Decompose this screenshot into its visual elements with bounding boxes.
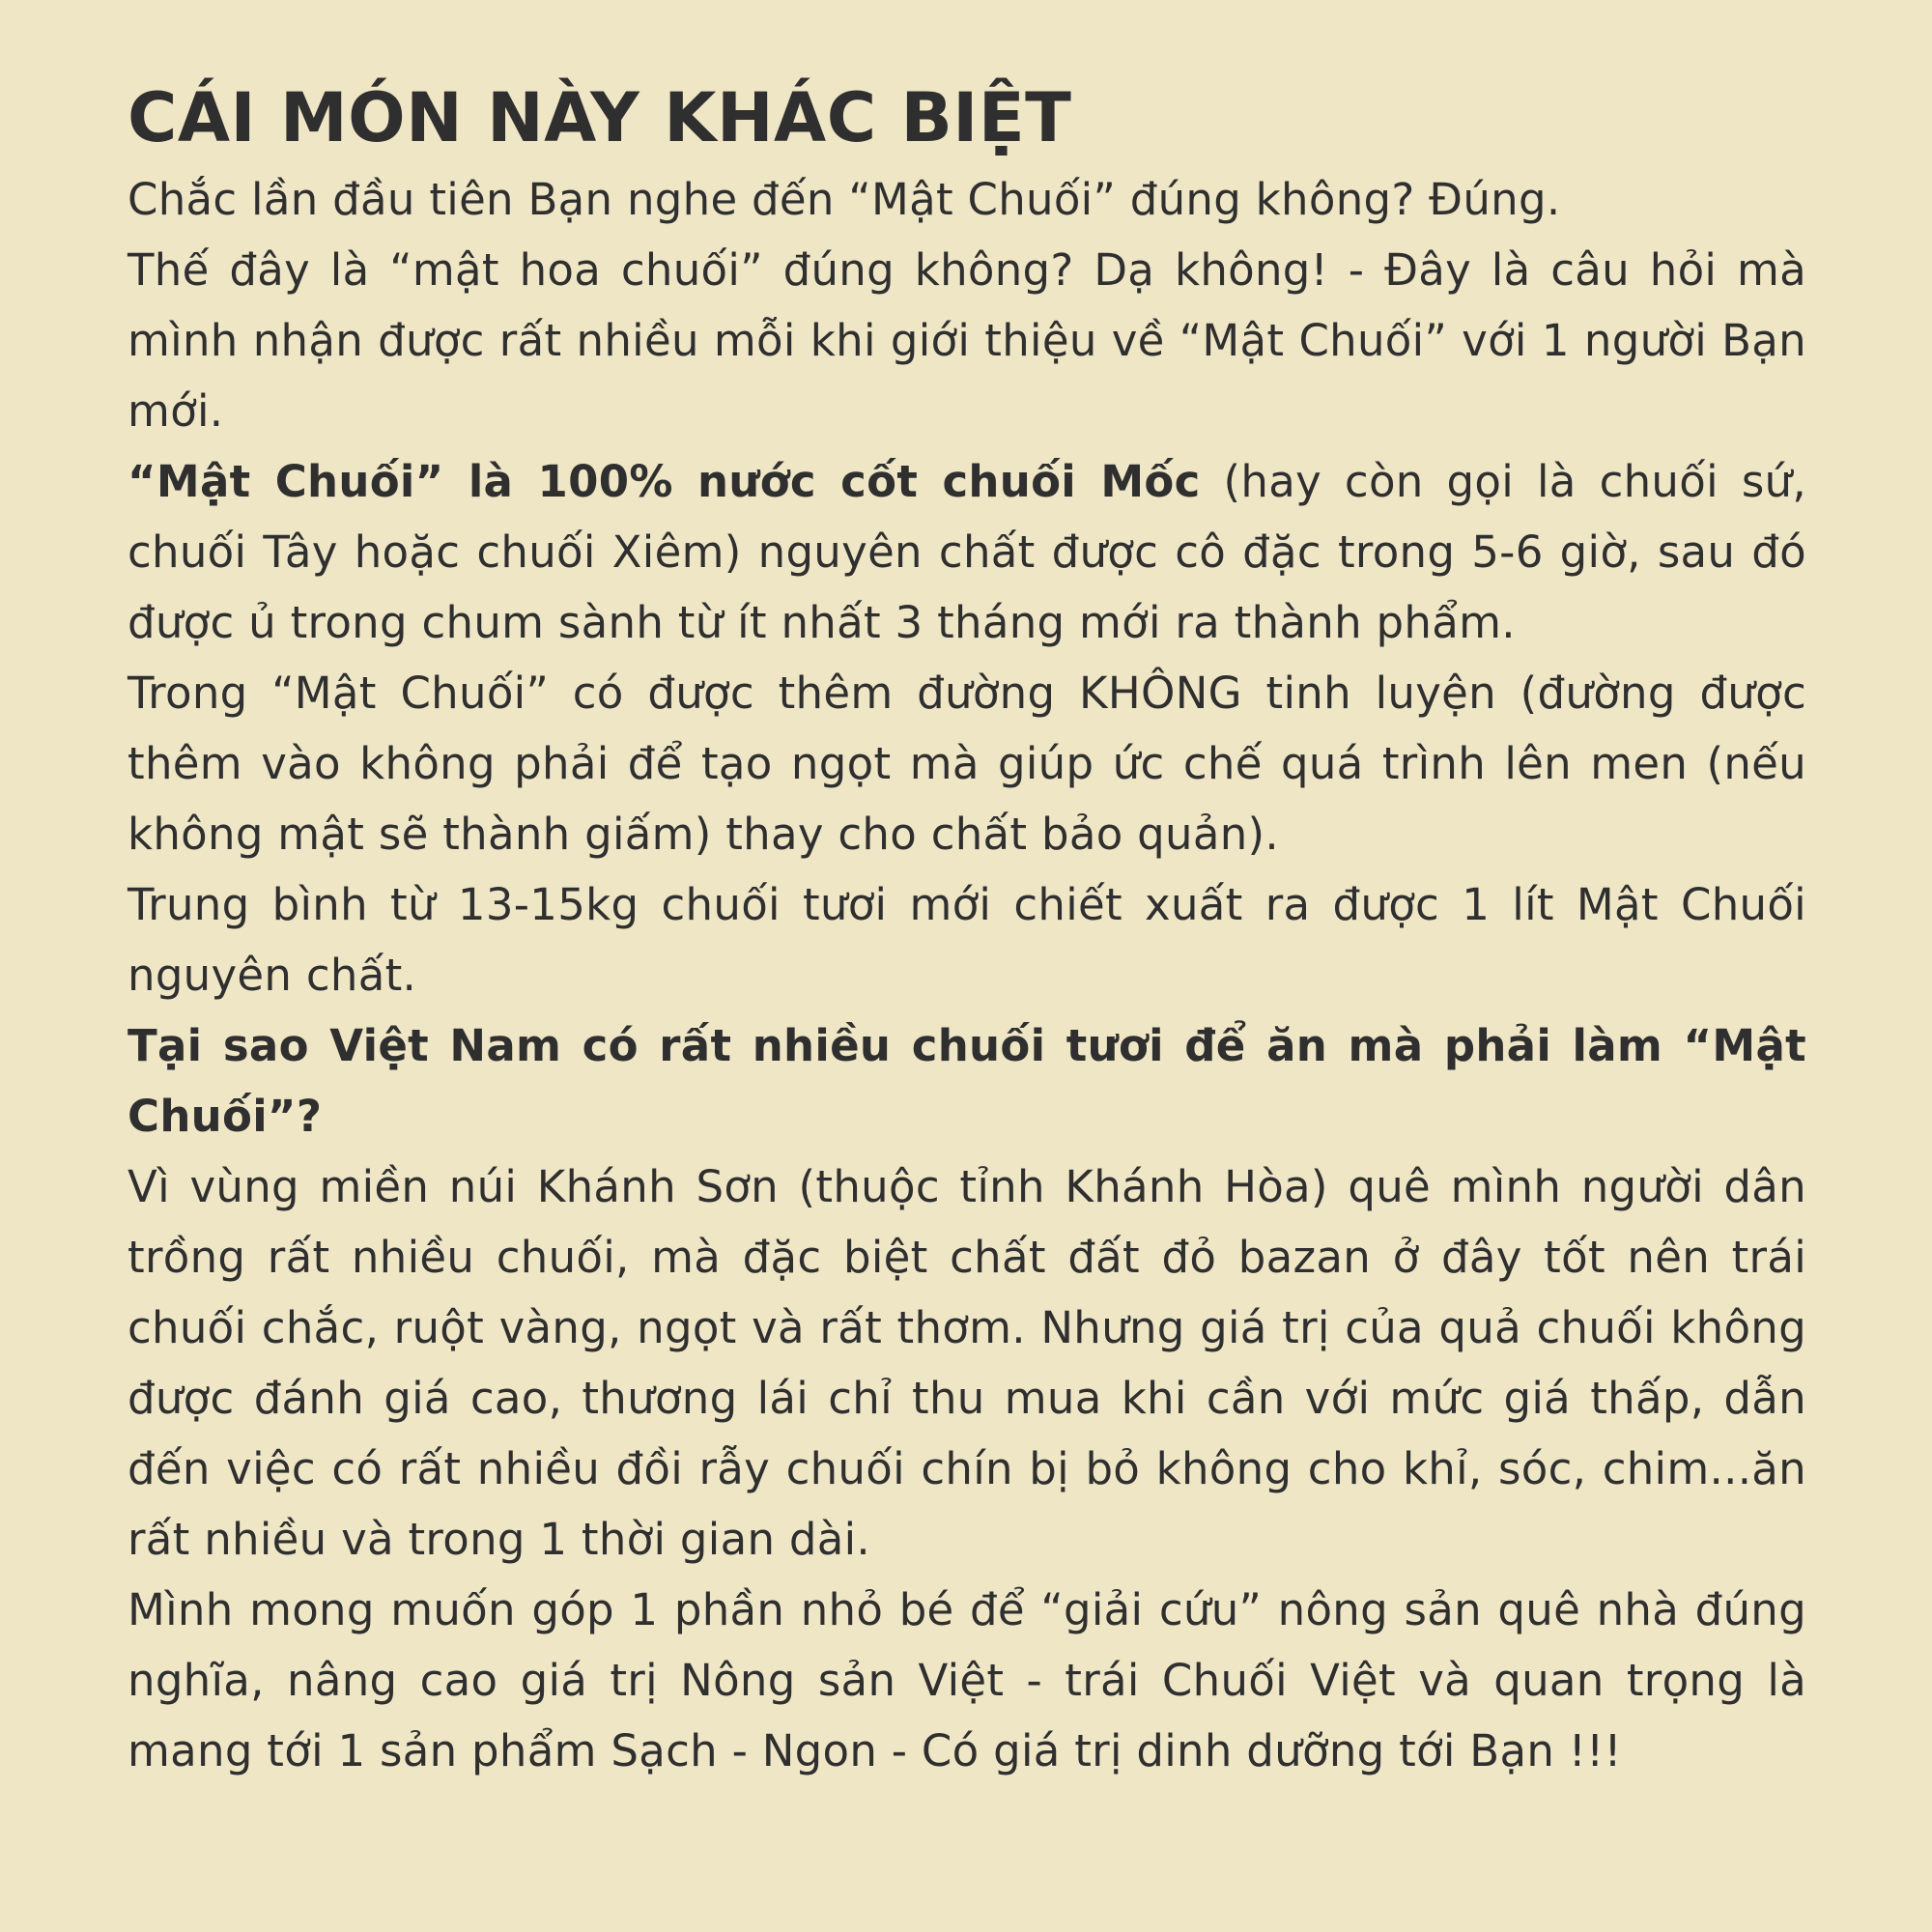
paragraph-why-heading [128,1010,1806,1151]
paragraph-text: Thế đây là “mật hoa chuối” đúng không? Dạ không! - Đây là câu hỏi mà mình nhận được rất nhiều mỗi khi giới thiệu về “Mật Chuối” với 1 người Bạn mới. [128,244,1806,437]
article-body [128,164,1806,1786]
paragraph-bold-lead: Tại sao Việt Nam có rất nhiều chuối tươi để ăn mà phải làm “Mật Chuối”? [128,1020,1806,1142]
paragraph-text: Trong “Mật Chuối” có được thêm đường KHÔNG tinh luyện (đường được thêm vào không phải để tạo ngọt mà giúp ức chế quá trình lên men (nếu không mật sẽ thành giấm) thay cho chất bảo quản). [128,668,1806,860]
paragraph-text: Trung bình từ 13-15kg chuối tươi mới chiết xuất ra được 1 lít Mật Chuối nguyên chất. [128,879,1806,1001]
paragraph-reason [128,1151,1806,1575]
paragraph-text: (hay còn gọi là chuối sứ, chuối Tây hoặc chuối Xiêm) nguyên chất được cô đặc trong 5-6 giờ, sau đó được ủ trong chum sành từ ít nhất 3 tháng mới ra thành phẩm. [128,456,1806,648]
paragraph-text: Vì vùng miền núi Khánh Sơn (thuộc tỉnh Khánh Hòa) quê mình người dân trồng rất nhiều chuối, mà đặc biệt chất đất đỏ bazan ở đây tốt nên trái chuối chắc, ruột vàng, ngọt và rất thơm. Nhưng giá trị của quả chuối không được đánh giá cao, thương lái chỉ thu mua khi cần với mức giá thấp, dẫn đến việc có rất nhiều đồi rẫy chuối chín bị bỏ không cho khỉ, sóc, chim...ăn rất nhiều và trong 1 thời gian dài. [128,1161,1806,1565]
paragraph-intro [128,164,1806,235]
page-title: CÁI MÓN NÀY KHÁC BIỆT [128,78,1072,157]
article [128,75,1806,1786]
paragraph-definition [128,446,1806,658]
paragraph-mission [128,1575,1806,1786]
paragraph-question [128,235,1806,446]
paragraph-text: Chắc lần đầu tiên Bạn nghe đến “Mật Chuối” đúng không? Đúng. [128,174,1561,225]
paragraph-bold-lead: “Mật Chuối” là 100% nước cốt chuối Mốc [128,456,1201,507]
paragraph-sugar [128,658,1806,869]
paragraph-text: Mình mong muốn góp 1 phần nhỏ bé để “giải cứu” nông sản quê nhà đúng nghĩa, nâng cao giá trị Nông sản Việt - trái Chuối Việt và quan trọng là mang tới 1 sản phẩm Sạch - Ngon - Có giá trị dinh dưỡng tới Bạn !!! [128,1584,1806,1776]
paragraph-yield [128,869,1806,1010]
